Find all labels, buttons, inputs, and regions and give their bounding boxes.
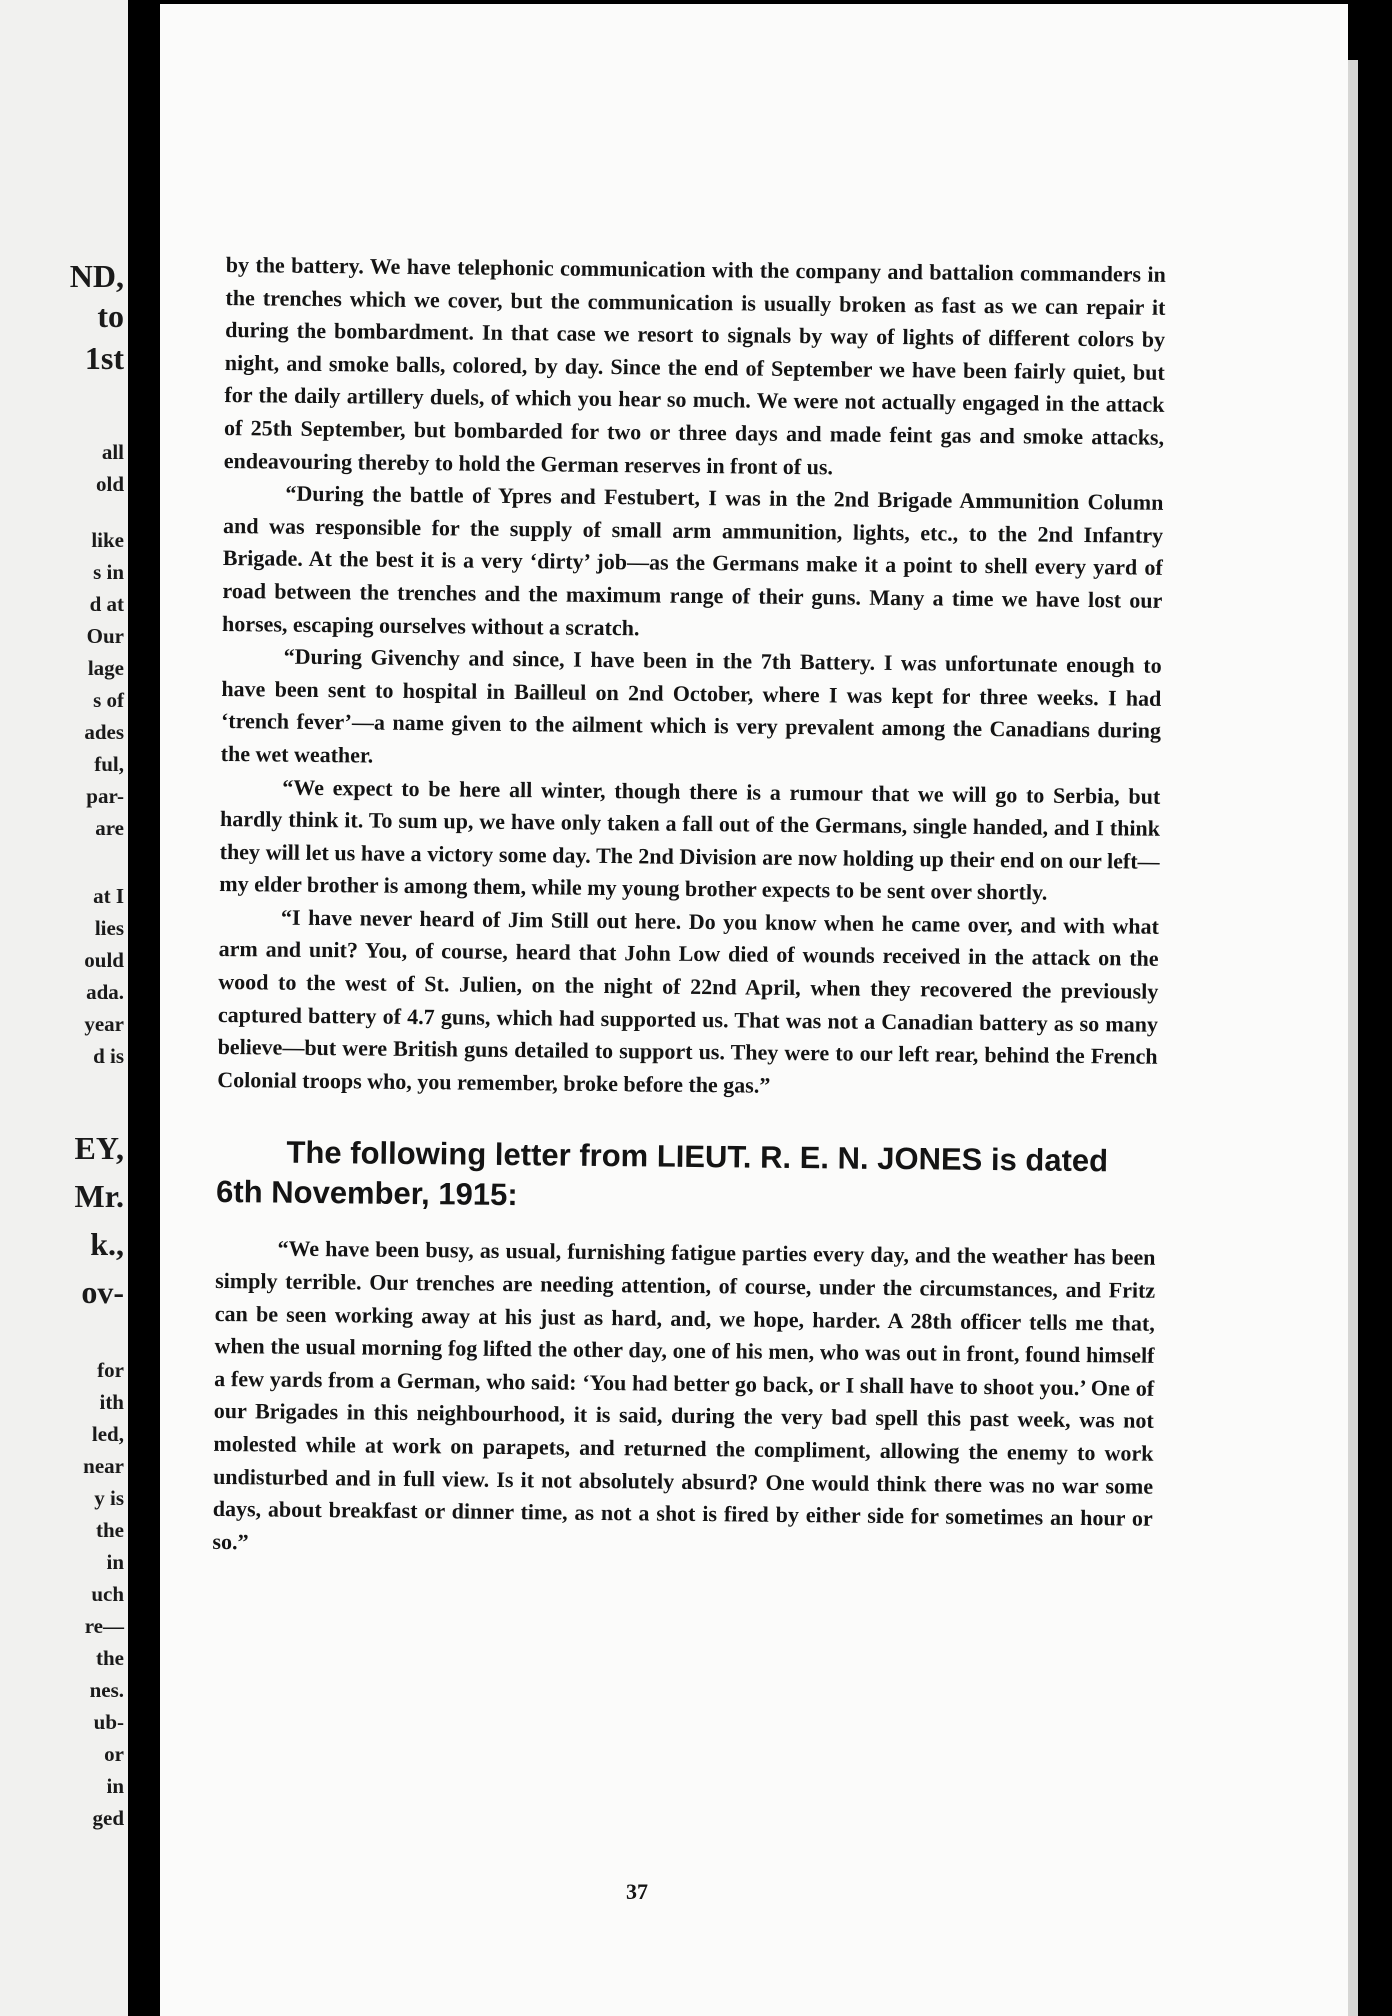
facing-page-text: the xyxy=(96,1646,124,1670)
paragraph-2: “During the battle of Ypres and Festubert, I was in the 2nd Brigade Ammunition Column and was responsible for the supply of small arm ammunition, lights, etc., to the 2nd Infantry Brigade. At the best it is a very ‘dirty’ job—as the Germans make it a point to shell every yard of road between the trenches and the maximum range of their guns. Many a time we have lost our horses, escaping ourselves without a scratch. xyxy=(221,480,1164,640)
facing-page-text: y is xyxy=(94,1486,124,1510)
paragraph-1: by the battery. We have telephonic communication with the company and battalion commanders in the trenches which we cover, but the communication is usually broken as fast as we can repair it during the bombardment. In that case we resort to signals by way of lights of different colors by night, and smoke balls, colored, by day. Since the end of September we have been fairly quiet, but for the daily artillery duels, of which you hear so much. We were not actually engaged in the attack of 25th September, but bombarded for two or three days and made feint gas and smoke attacks, endeavouring thereby to hold the German reserves in front of us. xyxy=(223,251,1166,479)
facing-page-text: or xyxy=(104,1742,124,1766)
page-body xyxy=(212,249,1166,1568)
paragraph-4: “We expect to be here all winter, though there is a rumour that we will go to Serbia, but hardly think it. To sum up, we have only taken a fall out of the Germans, single handed, and I think they will let us have a victory some day. The 2nd Division are now holding up their end on our left—my elder brother is among them, while my young brother expects to be sent over shortly. xyxy=(219,774,1161,905)
facing-page-text: year xyxy=(84,1012,124,1036)
facing-page-text: lage xyxy=(87,656,124,680)
facing-page-text: old xyxy=(95,472,124,496)
facing-page-text: ades xyxy=(84,720,124,744)
facing-page-text: re— xyxy=(84,1614,124,1638)
facing-page-text: EY, xyxy=(74,1130,124,1166)
facing-page-text: near xyxy=(83,1454,124,1478)
facing-page-text: at I xyxy=(93,884,124,908)
facing-page-text: the xyxy=(96,1518,124,1542)
facing-page-text: ith xyxy=(99,1390,124,1414)
facing-page-text: like xyxy=(91,528,124,552)
facing-page-text: nes. xyxy=(89,1678,124,1702)
paragraph-3: “During Givenchy and since, I have been in the 7th Battery. I was unfortunate enough to have been sent to hospital in Bailleul on 2nd October, where I was kept for three weeks. I had ‘trench fever’—a name given to the ailment which is very prevalent among the Canadians during the wet weather. xyxy=(220,643,1162,768)
facing-page-text: in xyxy=(106,1774,124,1798)
facing-page-text: ov- xyxy=(81,1274,124,1310)
facing-page-text: to xyxy=(97,298,124,334)
facing-page-text: uch xyxy=(91,1582,124,1606)
facing-page-text: k., xyxy=(90,1226,124,1262)
letter-paragraph: “We have been busy, as usual, furnishing fatigue parties every day, and the weather has been simply terrible. Our trenches are needing attention, of course, under the circumstances, and Fritz can be seen working away at his just as hard, and, we hope, harder. A 28th officer tells me that, when the usual morning fog lifted the other day, one of his men, who was out in front, found himself a few yards from a German, who said: ‘You had better go back, or I shall have to shoot you.’ One of our Brigades in this neighbourhood, it is said, during the very bad spell this past week, was not molested while at work on parapets, and returned the compliment, allowing the enemy to work undisturbed and in full view. Is it not absolutely absurd? One would think there was no war some days, about breakfast or dinner time, as not a shot is fired by either side for sometimes an hour or so.” xyxy=(212,1236,1156,1555)
facing-page-text: all xyxy=(101,440,124,464)
facing-page-text: ould xyxy=(84,948,124,972)
facing-page-text: Our xyxy=(86,624,124,648)
page-edge xyxy=(1348,60,1358,2016)
facing-page-text: are xyxy=(95,816,124,840)
book-page xyxy=(160,4,1348,2016)
facing-page-text: in xyxy=(106,1550,124,1574)
page-number: 37 xyxy=(626,1879,648,1904)
facing-page-text: ful, xyxy=(94,752,124,776)
facing-page-text: Mr. xyxy=(74,1178,124,1214)
section-heading: The following letter from LIEUT. R. E. N. JONES is dated 6th November, 1915: xyxy=(215,1135,1109,1213)
book-gutter xyxy=(128,0,160,2016)
paragraph-5: “I have never heard of Jim Still out here. Do you know when he came over, and with what arm and unit? You, of course, heard that John Low died of wounds received in the attack on the wood to the west of St. Julien, on the night of 22nd April, when they recovered the previously captured battery of 4.7 guns, which had supported us. That was not a Canadian battery as so many believe—but were British guns detailed to support us. They were to our left rear, behind the French Colonial troops who, you remember, broke before the gas.” xyxy=(217,904,1160,1098)
facing-page-text: led, xyxy=(91,1422,124,1446)
facing-page-text: ada. xyxy=(86,980,124,1004)
facing-page-text: s in xyxy=(93,560,124,584)
facing-page-text: lies xyxy=(94,916,124,940)
facing-page-text: d is xyxy=(93,1044,124,1068)
facing-page-text: ged xyxy=(92,1806,124,1830)
facing-page-text: d at xyxy=(89,592,124,616)
facing-page-text: ND, xyxy=(69,258,124,294)
facing-page-text: 1st xyxy=(84,340,124,376)
facing-page-text: for xyxy=(97,1358,124,1382)
facing-page-text: par- xyxy=(86,784,124,808)
facing-page-text: ub- xyxy=(93,1710,124,1734)
facing-page-text: s of xyxy=(93,688,124,712)
facing-page-fragment xyxy=(0,0,128,2016)
